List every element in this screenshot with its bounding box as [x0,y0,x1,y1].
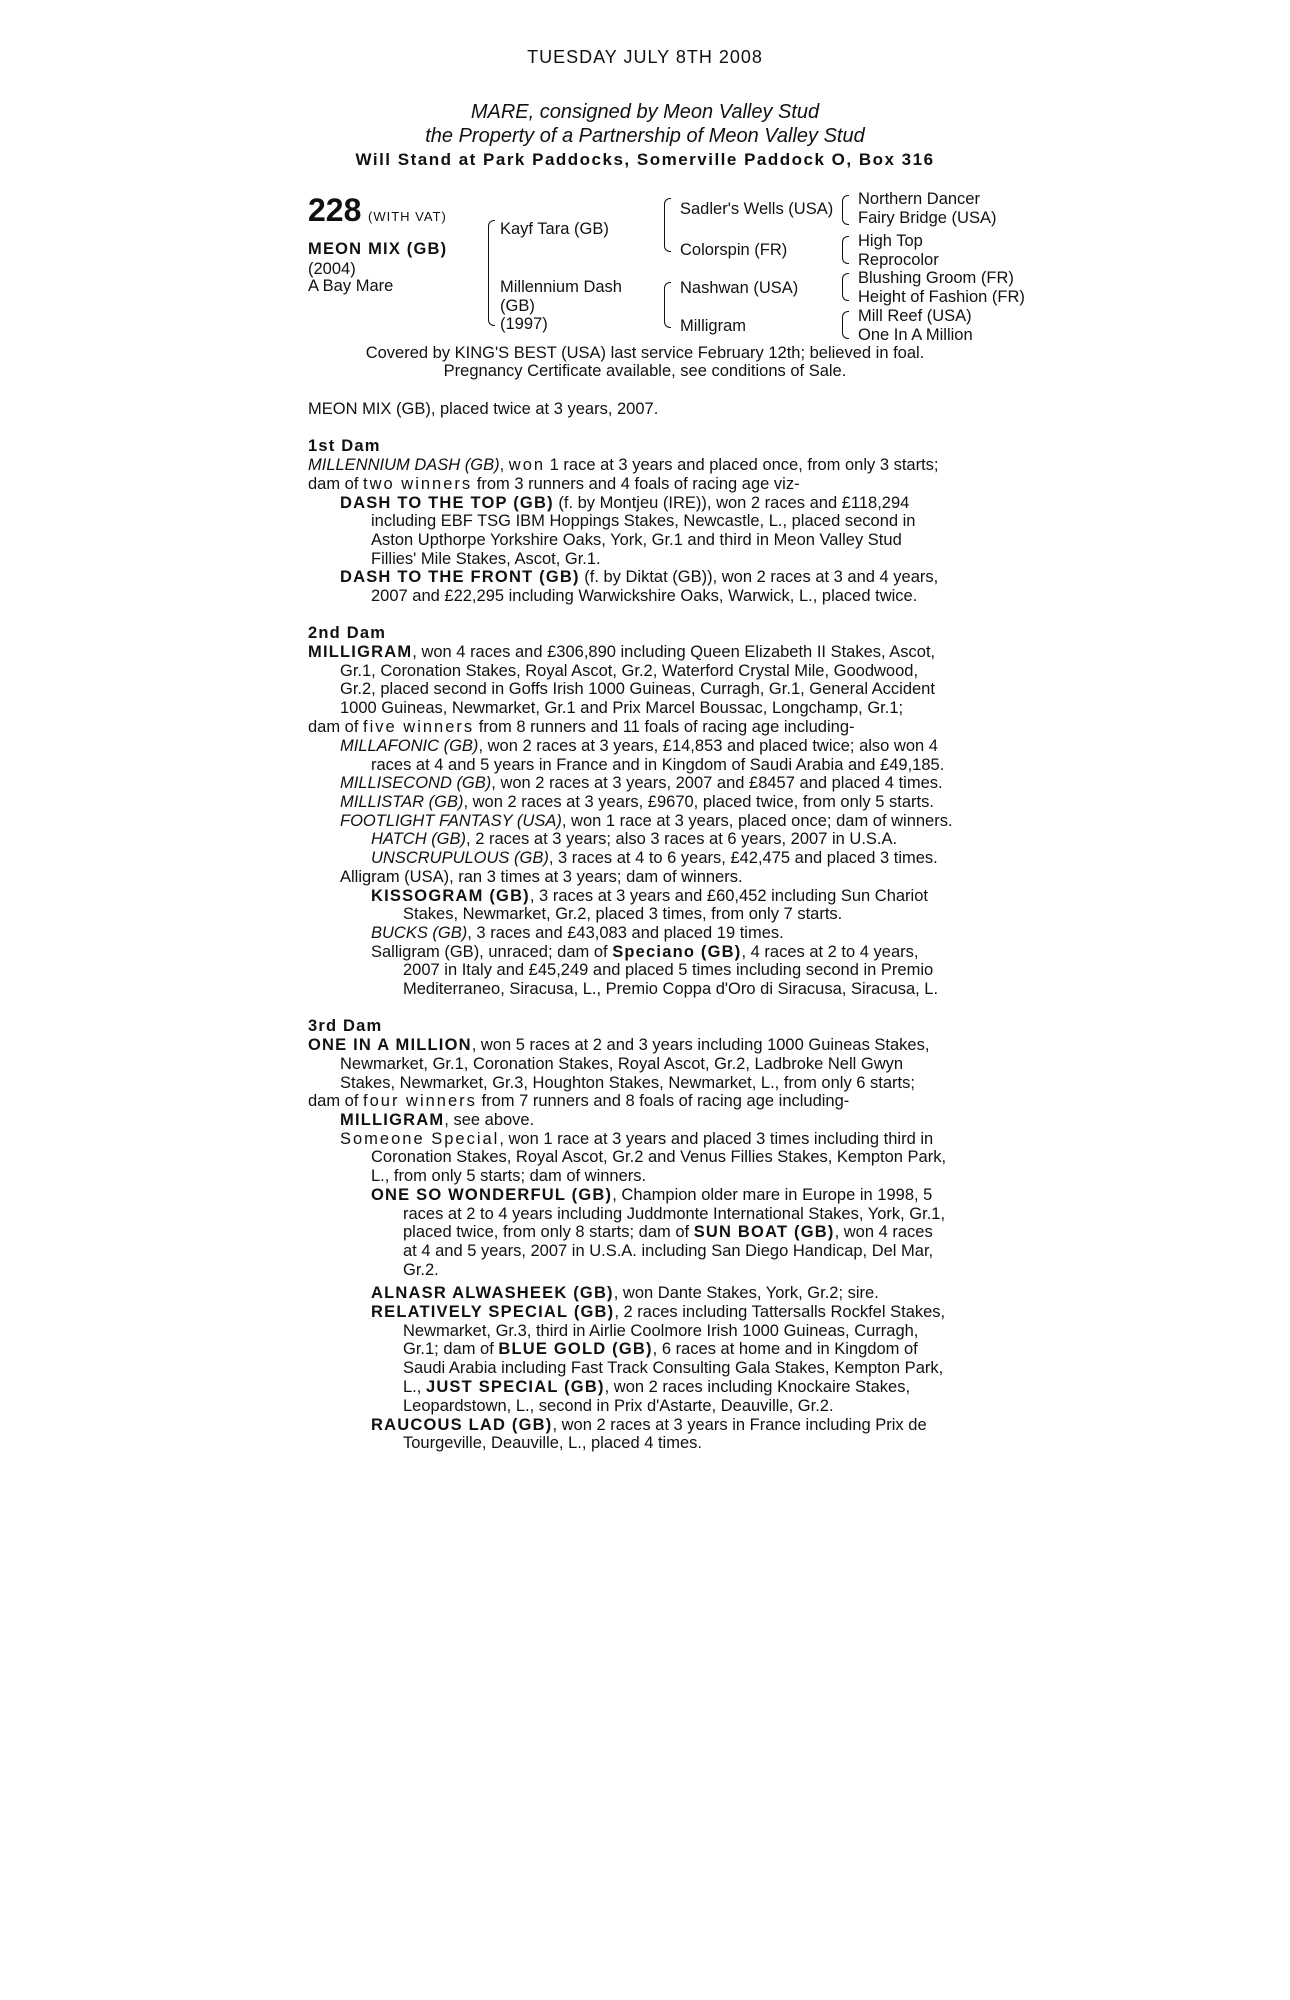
d2-child-3-name: MILLISTAR (GB) [340,793,464,811]
d3-grandchild-3-text-b: , 6 races at home and in Kingdom of [652,1340,918,1358]
d3-grandchild-1-line3 [403,1223,933,1242]
pedigree-dss: Blushing Groom (FR) [858,269,1014,287]
d2-grandchild-4-text: , 3 races and £43,083 and placed 19 times. [467,924,784,942]
d3-grandchild-3-text: , 2 races including Tattersalls Rockfel Stakes, [614,1303,946,1321]
pedigree-sire: Kayf Tara (GB) [500,220,609,238]
second-dam-produce-b: five winners [363,718,475,736]
certificate-note: Pregnancy Certificate available, see conditions of Sale. [443,362,847,380]
d2-grandchild-5-line1 [371,943,918,962]
d2-grandchild-5-line3: Mediterraneo, Siracusa, L., Premio Coppa d'Oro di Siracusa, Siracusa, L. [403,980,939,998]
pedigree-brace-main [488,220,495,326]
d3-grandchild-3-line4: Saudi Arabia including Fast Track Consulting Gala Stakes, Kempton Park, [403,1359,944,1377]
d3-grandchild-4-name: RAUCOUS LAD (GB) [371,1416,553,1434]
d2-child-3-text: , won 2 races at 3 years, £9670, placed twice, from only 5 starts. [463,793,934,811]
sale-date: TUESDAY JULY 8TH 2008 [527,47,763,67]
d3-grandchild-4-line1 [371,1416,927,1435]
d3-child-1-line1 [340,1111,534,1130]
d2-grandchild-3-text: , 3 races at 3 years and £60,452 including Sun Chariot [529,887,928,905]
lot-number: 228 [308,192,362,228]
progeny-1-line2: including EBF TSG IBM Hoppings Stakes, Newcastle, L., placed second in [371,512,916,530]
pedigree-brace-ds [842,273,849,301]
d2-child-4-line1 [340,812,953,831]
d2-grandchild-2-text: , 3 races at 4 to 6 years, £42,475 and placed 3 times. [548,849,938,867]
third-dam-line1 [308,1036,929,1055]
d3-grandchild-1-line5: Gr.2. [403,1261,439,1279]
first-dam-name: MILLENNIUM DASH (GB) [308,456,500,474]
d2-grandchild-5-name: Speciano (GB) [612,943,742,961]
d2-child-2-name: MILLISECOND (GB) [340,774,492,792]
second-dam-produce-line [308,718,855,737]
d2-grandchild-1-line1 [371,830,897,849]
d3-child-1-text: , see above. [444,1111,535,1129]
pedigree-dam-line2: (GB) [500,297,535,315]
d2-grandchild-5-text-a: Salligram (GB), unraced; dam of [371,943,613,961]
d3-grandchild-1-text-a: placed twice, from only 8 starts; dam of [403,1223,694,1241]
pedigree-brace-sire [664,198,671,252]
pedigree-brace-ss [842,195,849,225]
d3-grandchild-2-line1 [371,1284,879,1303]
first-dam-produce-line [308,475,800,494]
pedigree-brace-sd [842,236,849,264]
d2-grandchild-5-text-b: , 4 races at 2 to 4 years, [741,943,919,961]
third-dam-name: ONE IN A MILLION [308,1036,472,1054]
pedigree-sire-sire: Sadler's Wells (USA) [680,200,834,218]
d2-grandchild-4-name: BUCKS (GB) [371,924,468,942]
third-dam-produce-b: four winners [363,1092,477,1110]
d3-grandchild-4-line2: Tourgeville, Deauville, L., placed 4 times. [403,1434,702,1452]
consignor-line: MARE, consigned by Meon Valley Stud [470,101,820,123]
covered-note: Covered by KING'S BEST (USA) last service February 12th; believed in foal. [365,344,925,362]
d3-child-2-line2: Coronation Stakes, Royal Ascot, Gr.2 and Venus Fillies Stakes, Kempton Park, [371,1148,947,1166]
second-dam-line3: Gr.2, placed second in Goffs Irish 1000 Guineas, Curragh, Gr.1, General Accident [340,680,935,698]
second-dam-produce-a: dam of [308,718,364,736]
first-dam-produce-b: two winners [363,475,473,493]
d3-grandchild-1-text-b: , won 4 races [834,1223,933,1241]
pedigree-sire-dam: Colorspin (FR) [680,241,788,259]
third-dam-produce-a: dam of [308,1092,364,1110]
d3-grandchild-3-line2: Newmarket, Gr.3, third in Airlie Coolmore Irish 1000 Guineas, Curragh, [403,1322,919,1340]
progeny-1-line4: Fillies' Mile Stakes, Ascot, Gr.1. [371,550,601,568]
d3-grandchild-2-name: ALNASR ALWASHEEK (GB) [371,1284,614,1302]
sex-colour: A Bay Mare [308,277,394,295]
d3-great-grandchild-name: SUN BOAT (GB) [693,1223,835,1241]
progeny-2-name: DASH TO THE FRONT (GB) [340,568,580,586]
first-dam-won: won [508,456,546,474]
d2-child-4-name: FOOTLIGHT FANTASY (USA) [340,812,562,830]
third-dam-line2: Newmarket, Gr.1, Coronation Stakes, Royal Ascot, Gr.2, Ladbroke Nell Gwyn [340,1055,904,1073]
d2-child-4-text: , won 1 race at 3 years, placed once; dam of winners. [561,812,953,830]
d2-child-2-text: , won 2 races at 3 years, 2007 and £8457 and placed 4 times. [491,774,943,792]
d3-great-grandchild-blue-gold: BLUE GOLD (GB) [498,1340,653,1358]
pedigree-sds: High Top [858,232,923,250]
d2-child-5-line1: Alligram (USA), ran 3 times at 3 years; dam of winners. [340,868,743,886]
first-dam-heading: 1st Dam [308,437,381,455]
first-dam-sep: , [499,456,509,474]
foaling-year: (2004) [308,260,356,278]
second-dam-heading: 2nd Dam [308,624,387,642]
d2-child-2-line1 [340,774,943,793]
d2-grandchild-3-line1 [371,887,928,906]
d3-grandchild-1-text: , Champion older mare in Europe in 1998, 5 [612,1186,933,1204]
d3-grandchild-1-line4: at 4 and 5 years, 2007 in U.S.A. including San Diego Handicap, Del Mar, [403,1242,934,1260]
progeny-2-text: (f. by Diktat (GB)), won 2 races at 3 and 4 years, [579,568,939,586]
first-dam-record: 1 race at 3 years and placed once, from only 3 starts; [545,456,939,474]
second-dam-record: , won 4 races and £306,890 including Queen Elizabeth II Stakes, Ascot, [412,643,936,661]
d2-grandchild-2-name: UNSCRUPULOUS (GB) [371,849,549,867]
pedigree-dsd: Height of Fashion (FR) [858,288,1025,306]
lot-summary: MEON MIX (GB), placed twice at 3 years, 2007. [308,400,659,418]
third-dam-produce-c: from 7 runners and 8 foals of racing age including- [476,1092,850,1110]
first-dam-line1 [308,456,939,475]
second-dam-produce-c: from 8 runners and 11 foals of racing age including- [474,718,855,736]
progeny-1-line3: Aston Upthorpe Yorkshire Oaks, York, Gr.1 and third in Meon Valley Stud [371,531,902,549]
pedigree-dam-sire: Nashwan (USA) [680,279,799,297]
pedigree-brace-dam [664,282,671,328]
third-dam-produce-line [308,1092,849,1111]
third-dam-record: , won 5 races at 2 and 3 years including 1000 Guineas Stakes, [471,1036,930,1054]
pedigree-dds: Mill Reef (USA) [858,307,972,325]
d2-grandchild-3-line2: Stakes, Newmarket, Gr.2, placed 3 times, from only 7 starts. [403,905,843,923]
d2-child-1-line2: races at 4 and 5 years in France and in Kingdom of Saudi Arabia and £49,185. [371,756,945,774]
first-dam-produce-a: dam of [308,475,364,493]
progeny-1-name: DASH TO THE TOP (GB) [340,494,554,512]
d3-child-1-name: MILLIGRAM [340,1111,445,1129]
d2-grandchild-1-text: , 2 races at 3 years; also 3 races at 6 years, 2007 in U.S.A. [466,830,898,848]
d3-grandchild-2-text: , won Dante Stakes, York, Gr.2; sire. [613,1284,879,1302]
d3-great-grandchild-just-special: JUST SPECIAL (GB) [425,1378,605,1396]
d2-grandchild-2-line1 [371,849,938,868]
stabling-line: Will Stand at Park Paddocks, Somerville Paddock O, Box 316 [355,150,935,169]
d3-grandchild-3-name: RELATIVELY SPECIAL (GB) [371,1303,615,1321]
d3-grandchild-3-line3 [403,1340,918,1359]
d3-grandchild-1-name: ONE SO WONDERFUL (GB) [371,1186,613,1204]
progeny-2-line2: 2007 and £22,295 including Warwickshire Oaks, Warwick, L., placed twice. [371,587,918,605]
d2-child-1-line1 [340,737,938,756]
d2-grandchild-4-line1 [371,924,784,943]
d3-grandchild-3-text-d: , won 2 races including Knockaire Stakes, [604,1378,911,1396]
third-dam-line3: Stakes, Newmarket, Gr.3, Houghton Stakes, Newmarket, L., from only 6 starts; [340,1074,915,1092]
pedigree-dam-line3: (1997) [500,315,548,333]
d3-grandchild-1-line1 [371,1186,932,1205]
d3-grandchild-1-line2: races at 2 to 4 years including Juddmonte International Stakes, York, Gr.1, [403,1205,946,1223]
d2-grandchild-5-line2: 2007 in Italy and £45,249 and placed 5 times including second in Premio [403,961,934,979]
d3-grandchild-4-text: , won 2 races at 3 years in France including Prix de [552,1416,927,1434]
pedigree-dam-line1: Millennium Dash [500,278,622,296]
d2-grandchild-3-name: KISSOGRAM (GB) [371,887,530,905]
progeny-1-text: (f. by Montjeu (IRE)), won 2 races and £118,294 [553,494,910,512]
pedigree-ssd: Fairy Bridge (USA) [858,209,997,227]
vat-note: (WITH VAT) [368,209,447,224]
second-dam-name: MILLIGRAM [308,643,413,661]
progeny-2-line1 [340,568,938,587]
first-dam-produce-c: from 3 runners and 4 foals of racing age viz- [472,475,800,493]
d3-child-2-text: , won 1 race at 3 years and placed 3 times including third in [499,1130,934,1148]
d2-child-3-line1 [340,793,934,812]
pedigree-brace-dd [842,311,849,339]
progeny-1-line1 [340,494,909,513]
second-dam-line1 [308,643,935,662]
property-line: the Property of a Partnership of Meon Valley Stud [425,125,865,147]
d2-child-1-text: , won 2 races at 3 years, £14,853 and placed twice; also won 4 [478,737,938,755]
d2-child-1-name: MILLAFONIC (GB) [340,737,479,755]
pedigree-sdd: Reprocolor [858,251,939,269]
d3-child-2-line3: L., from only 5 starts; dam of winners. [371,1167,647,1185]
pedigree-dam-dam: Milligram [680,317,746,335]
pedigree-sss: Northern Dancer [858,190,980,208]
d3-grandchild-3-line5 [403,1378,910,1397]
d2-grandchild-1-name: HATCH (GB) [371,830,467,848]
pedigree-ddd: One In A Million [858,326,973,344]
d3-grandchild-3-text-a: Gr.1; dam of [403,1340,499,1358]
second-dam-line4: 1000 Guineas, Newmarket, Gr.1 and Prix Marcel Boussac, Longchamp, Gr.1; [340,699,904,717]
d3-grandchild-3-line6: Leopardstown, L., second in Prix d'Astarte, Deauville, Gr.2. [403,1397,834,1415]
d3-child-2-name: Someone Special [340,1130,500,1148]
d3-grandchild-3-text-c: L., [403,1378,426,1396]
horse-name: MEON MIX (GB) [308,240,448,258]
second-dam-line2: Gr.1, Coronation Stakes, Royal Ascot, Gr.2, Waterford Crystal Mile, Goodwood, [340,662,919,680]
d3-grandchild-3-line1 [371,1303,945,1322]
d3-child-2-line1 [340,1130,933,1149]
third-dam-heading: 3rd Dam [308,1017,383,1035]
